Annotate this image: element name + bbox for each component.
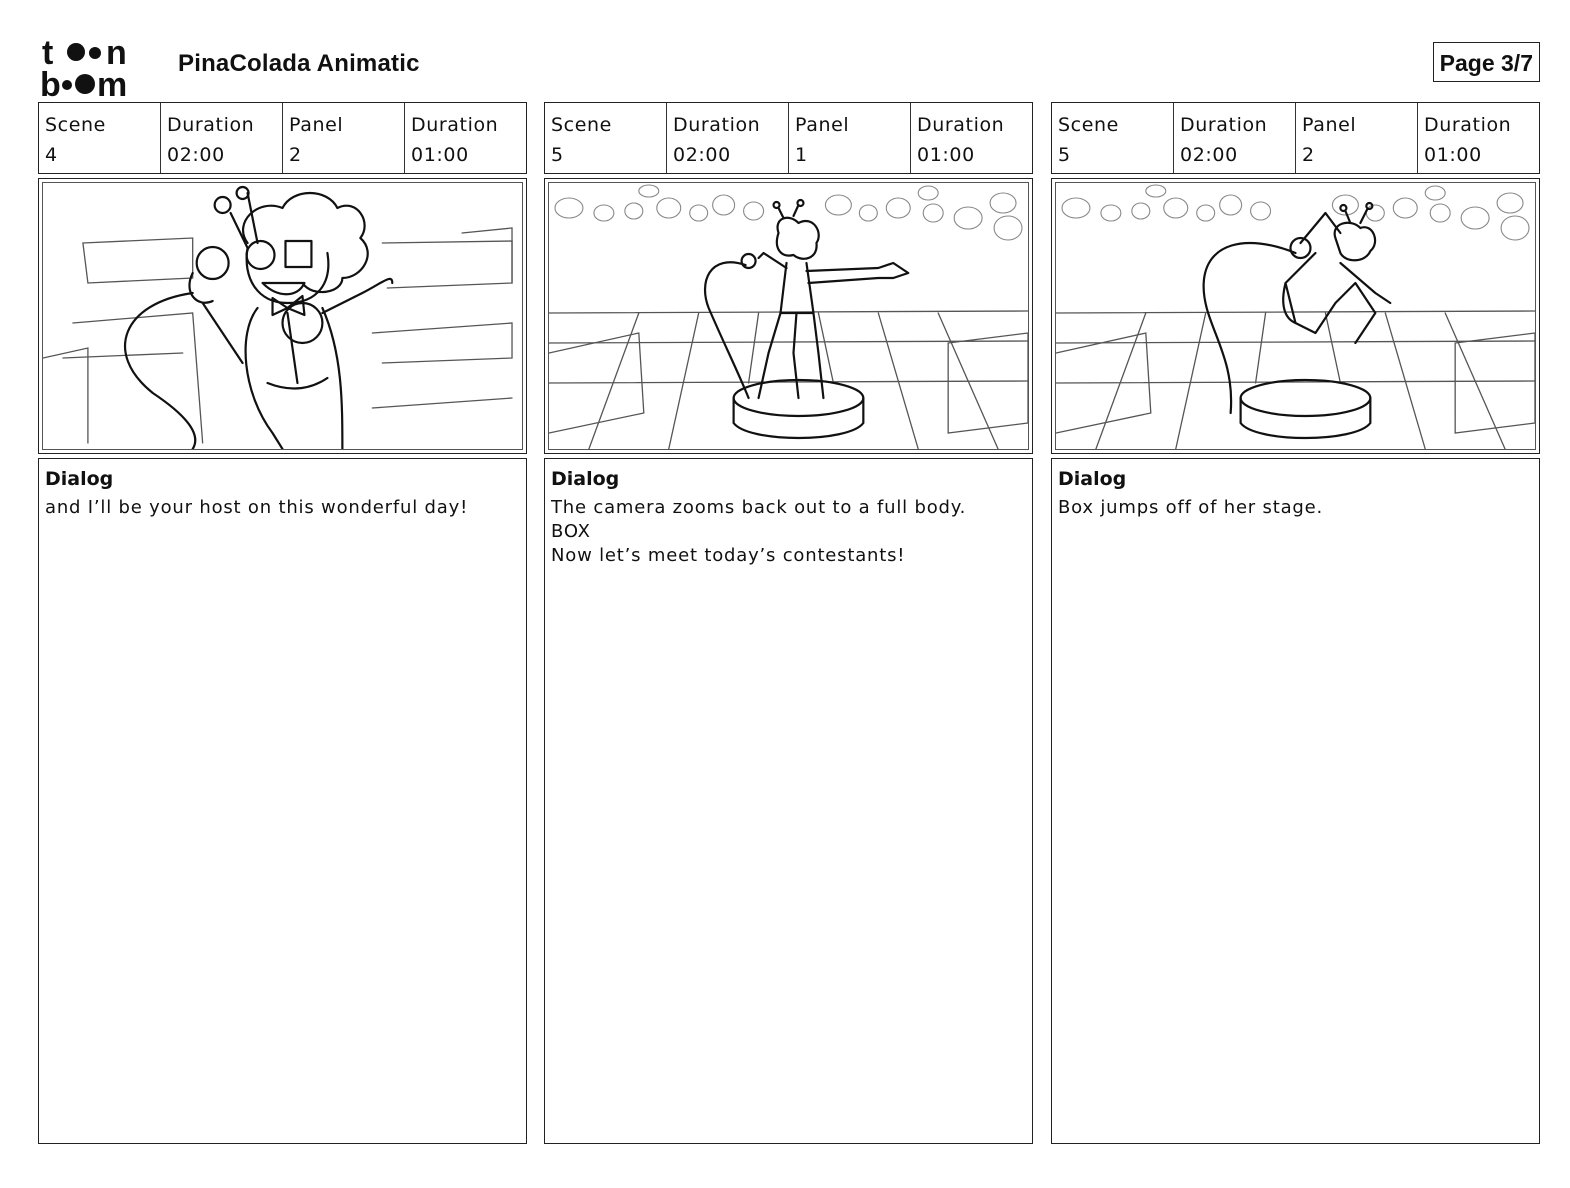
panel-duration-value: 01:00	[1424, 144, 1482, 166]
scene-value: 5	[1058, 144, 1071, 166]
panel-value: 2	[289, 144, 302, 166]
scene-value: 4	[45, 144, 58, 166]
panel-duration-label: Duration	[411, 114, 499, 136]
dialog-title: Dialog	[551, 468, 620, 490]
page-header	[40, 30, 1540, 98]
panel-cell	[283, 103, 405, 173]
scene-cell	[39, 103, 161, 173]
scene-label: Scene	[1058, 114, 1119, 136]
panel-duration-value: 01:00	[917, 144, 975, 166]
panel-label: Panel	[795, 114, 850, 136]
scene-duration-cell	[667, 103, 789, 173]
scene-cell	[1052, 103, 1174, 173]
panel-value: 1	[795, 144, 808, 166]
panel-duration-label: Duration	[917, 114, 1005, 136]
duration-value: 02:00	[1180, 144, 1238, 166]
dialog-line: The camera zooms back out to a full body.	[551, 497, 967, 518]
panel-duration-cell	[1418, 103, 1539, 173]
svg-text:n: n	[106, 34, 127, 72]
scene-cell	[545, 103, 667, 173]
panel-info-table	[1051, 102, 1540, 174]
scene-label: Scene	[551, 114, 612, 136]
panel-info-table	[38, 102, 527, 174]
svg-text:b: b	[40, 66, 61, 98]
panel-duration-cell	[405, 103, 526, 173]
panel-label: Panel	[289, 114, 344, 136]
panel-sketch-frame	[1051, 178, 1540, 454]
panel-duration-cell	[911, 103, 1032, 173]
panel-duration-value: 01:00	[411, 144, 469, 166]
panel-sketch-frame	[544, 178, 1033, 454]
duration-label: Duration	[673, 114, 761, 136]
dialog-line: and I’ll be your host on this wonderful day!	[45, 497, 469, 518]
duration-value: 02:00	[167, 144, 225, 166]
page-number: Page 3/7	[1433, 42, 1540, 82]
storyboard-column-2	[544, 102, 1033, 1144]
dialog-line: BOX	[551, 521, 591, 542]
svg-text:t: t	[42, 34, 54, 72]
svg-text:m: m	[97, 66, 128, 98]
panel-value: 2	[1302, 144, 1315, 166]
sketch-closeup-host	[43, 183, 522, 449]
document-title: PinaColada Animatic	[178, 50, 420, 77]
dialog-box	[1051, 458, 1540, 1144]
panel-info-table	[544, 102, 1033, 174]
panel-cell	[789, 103, 911, 173]
panel-sketch-frame	[38, 178, 527, 454]
dialog-line: Now let’s meet today’s contestants!	[551, 545, 906, 566]
scene-duration-cell	[161, 103, 283, 173]
dialog-title: Dialog	[1058, 468, 1127, 490]
storyboard-column-1	[38, 102, 527, 1144]
dialog-title: Dialog	[45, 468, 114, 490]
storyboard-column-3	[1051, 102, 1540, 1144]
dialog-box	[38, 458, 527, 1144]
panel-cell	[1296, 103, 1418, 173]
duration-label: Duration	[167, 114, 255, 136]
dialog-box	[544, 458, 1033, 1144]
toon-boom-logo	[40, 34, 160, 98]
panel-duration-label: Duration	[1424, 114, 1512, 136]
dialog-line: Box jumps off of her stage.	[1058, 497, 1324, 518]
scene-label: Scene	[45, 114, 106, 136]
scene-duration-cell	[1174, 103, 1296, 173]
duration-value: 02:00	[673, 144, 731, 166]
scene-value: 5	[551, 144, 564, 166]
sketch-jump-off-stage	[1056, 183, 1535, 449]
panel-label: Panel	[1302, 114, 1357, 136]
sketch-fullbody-stage	[549, 183, 1028, 449]
duration-label: Duration	[1180, 114, 1268, 136]
